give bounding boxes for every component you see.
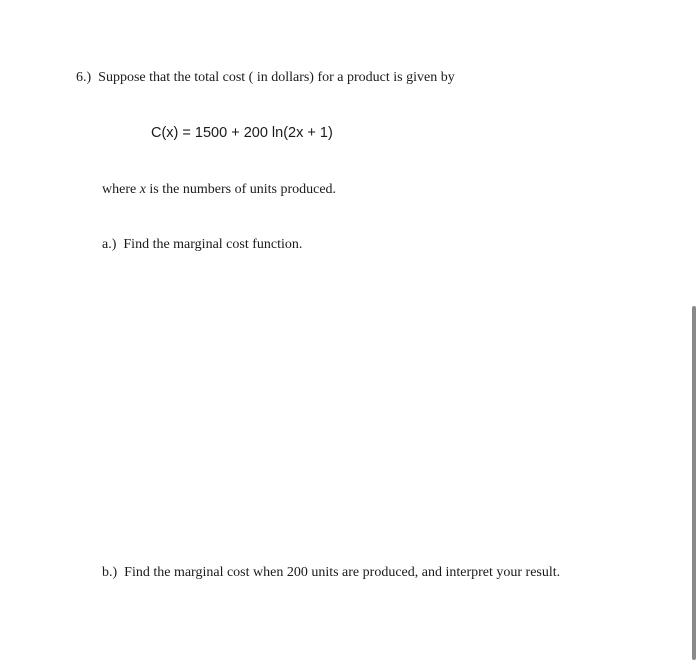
- part-a-label: a.): [102, 237, 117, 252]
- vertical-scrollbar[interactable]: [692, 306, 696, 660]
- part-b: [102, 564, 560, 582]
- equation-lhs: C(x): [151, 125, 179, 141]
- question-number: 6.): [76, 70, 92, 85]
- part-a: [102, 236, 302, 254]
- equation-rhs: = 1500 + 200 ln(2x + 1): [182, 125, 333, 141]
- where-before: where: [102, 182, 137, 197]
- part-b-text: Find the marginal cost when 200 units are produced, and interpret your result.: [124, 565, 561, 580]
- where-variable: x: [139, 182, 146, 197]
- cost-equation: [151, 124, 333, 142]
- question-prompt: Suppose that the total cost ( in dollars) for a product is given by: [98, 70, 455, 85]
- part-a-text: Find the marginal cost function.: [123, 237, 303, 252]
- where-after: is the numbers of units produced.: [149, 182, 337, 197]
- part-b-label: b.): [102, 565, 118, 580]
- question-line: [76, 69, 455, 87]
- where-line: [102, 181, 336, 199]
